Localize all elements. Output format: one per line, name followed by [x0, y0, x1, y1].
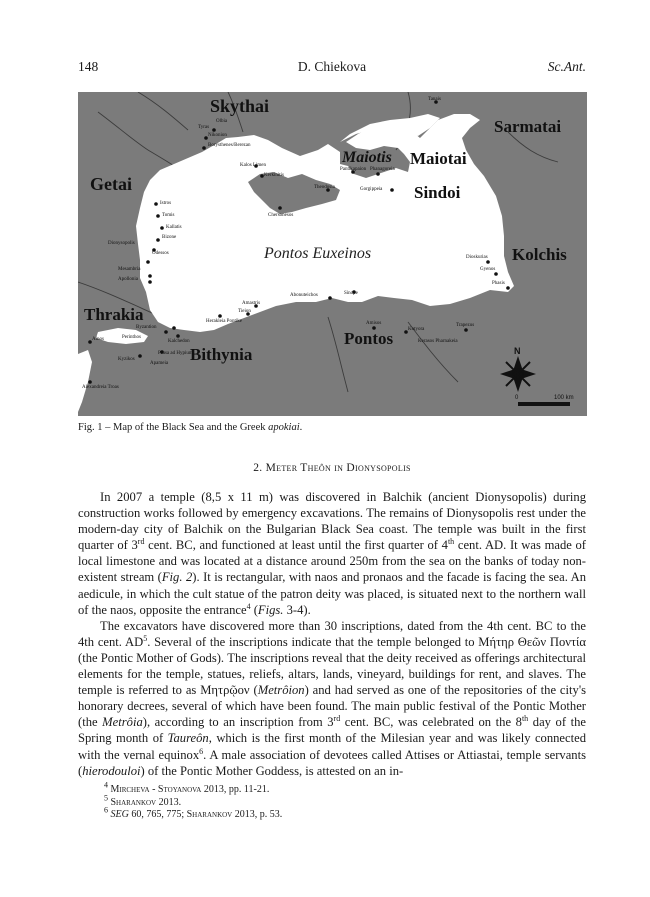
footnote-4: $^4$ Mircheva - Stoyanova 2013, pp. 11-21. — [104, 780, 270, 795]
label-istros: Istros — [160, 201, 172, 206]
label-abonuteichos: Abonuteichos — [290, 293, 318, 298]
label-bithynia: Bithynia — [190, 345, 253, 364]
caption-suffix: . — [299, 422, 303, 433]
paragraph: In 2007 a temple (8,5 x 11 m) was discovered in Balchik (ancient Dionysopolis) during construction works followed by emergency excavations. The remains of Dionysopolis rest under the modern-day city of Balchik on the Bulgarian Black Sea coast. The temple was built in the first quarter of 3rd cent. BC, and functioned at least until the first quarter of 4th cent. AD. It was made of local limestone and was located at a distance around 250m from the sea on the banks of today non-existent stream (Fig. 2). It is rectangular, with naos and pronaos and the facade is facing the sea. An aedicule, in which the cult statue of the patron deity was placed, is situated next to the northern wall of the naos, opposite the entrance$^4$ (Figs. 3-4). — [78, 490, 586, 617]
label-theodosia: Theodosia — [314, 185, 335, 190]
label-amastris: Amastris — [242, 301, 261, 306]
footnotes — [104, 780, 283, 822]
footnote-ref[interactable]: 5 — [143, 633, 148, 643]
label-tomis: Tomis — [162, 213, 175, 218]
label-maiotis: Maiotis — [342, 149, 392, 166]
label-phasis: Phasis — [492, 281, 505, 286]
label-maiotai: Maiotai — [410, 149, 467, 168]
scale-distance: 100 km — [554, 395, 574, 401]
footnote-ref[interactable]: 6 — [199, 746, 204, 756]
label-pantikapaion: Pantikapaion — [340, 167, 367, 172]
footnote-ref[interactable]: 4 — [246, 601, 251, 611]
label-phanagoreia: Phanagoreia — [370, 167, 395, 172]
label-alexandreia: Alexandreia Troas — [82, 385, 119, 390]
label-sinope: Sinope — [344, 291, 358, 296]
body-text — [78, 489, 586, 779]
page-number: 148 — [78, 59, 99, 74]
running-author: D. Chiekova — [297, 59, 367, 74]
label-apollonia: Apollonia — [118, 277, 138, 282]
label-thrakia: Thrakia — [84, 305, 144, 324]
running-journal: Sc.Ant. — [547, 59, 586, 74]
label-chersonesos: Chersonesos — [268, 213, 294, 218]
label-apameia: Apameia — [150, 361, 169, 366]
label-perinthos: Perinthos — [122, 335, 141, 340]
label-kolchis: Kolchis — [512, 245, 567, 264]
label-byzantion: Byzantion — [136, 325, 157, 330]
label-tieion: Tieion — [238, 309, 251, 314]
label-kallatis: Kallatis — [166, 225, 182, 230]
label-ainos: Ainos — [92, 337, 104, 342]
label-gorgippeia: Gorgippeia — [360, 187, 383, 192]
label-prusa: Prusa ad Hypium — [158, 351, 193, 356]
footnote-6: $^6$ SEG 60, 765, 775; Sharankov 2013, p. 53. — [104, 805, 283, 820]
label-kalchedon: Kalchedon — [168, 339, 190, 344]
label-gyenos: Gyenos — [480, 267, 496, 272]
label-odessos: Odessos — [152, 251, 169, 256]
label-tanais: Tanais — [428, 97, 441, 102]
figure-caption — [78, 422, 588, 433]
label-bizone: Bizone — [162, 235, 177, 240]
label-amisos: Amisos — [366, 321, 382, 326]
paragraph: The excavators have discovered more than 30 inscriptions, dated from the 4th cent. BC to the 4th cent. $AD^5$. Several of the inscriptions indicate that the temple belonged to Μήτηρ Θεῶν Ποντία (the Pontic Mother of Gods). The inscriptions reveal that the deity received as offerings architectural elements for the temple, statues, reliefs, altars, lands, vineyard, buildings for rent, and slaves. The temple is referred to as Μητρῷον (Metrôion) and had served as one of the repositories of the city's honorary decrees, several of which have been found. The main public festival of the Pontic Mother (the Metrôia), according to an inscription from 3rd cent. BC, was celebrated on the 8th day of the Spring month of Taureôn, which is the first month of the Milesian year and was likely connected with the vernal equinox$^6$. A male association of devotees called Attises or Attiastai, temple servants (hierodouloi) of the Pontic Mother Goddess, is attested on an in- — [78, 618, 586, 778]
label-kalos-limen: Kalos Limen — [240, 163, 266, 168]
label-sindoi: Sindoi — [414, 183, 461, 202]
caption-text: Fig. 1 – Map of the Black Sea and the Greek — [78, 422, 269, 433]
label-kyzikos: Kyzikos — [118, 357, 135, 362]
label-nikonion: Nikonion — [208, 133, 227, 138]
label-kotyora: Kotyora — [408, 327, 425, 332]
map-svg — [78, 92, 587, 416]
black-sea-map — [78, 92, 587, 416]
label-olbia: Olbia — [216, 119, 228, 124]
label-mesambria: Mesambria — [118, 267, 141, 272]
label-kerkinitis: Kerkinitis — [264, 173, 284, 178]
label-pontos-euxeinos: Pontos Euxeinos — [264, 245, 372, 262]
footnote-5: $^5$ Sharankov 2013. — [104, 793, 182, 808]
label-getai: Getai — [90, 174, 132, 194]
scale-zero: 0 — [515, 395, 519, 401]
label-dioskurias: Dioskurias — [466, 255, 488, 260]
compass-north-label: N — [514, 346, 521, 356]
running-header — [78, 59, 586, 77]
label-tyras: Tyras — [198, 125, 210, 130]
label-sarmatai: Sarmatai — [494, 117, 562, 136]
label-trapezus: Trapezus — [456, 323, 475, 328]
section-heading: 2. Meter Theôn in Dionysopolis — [253, 462, 411, 474]
label-borysthenes: Borysthenes/Berezan — [208, 143, 251, 148]
caption-italic: apokiai — [268, 422, 300, 433]
label-dionysopolis: Dionysopolis — [108, 241, 135, 246]
label-skythai: Skythai — [210, 96, 270, 116]
label-herakleia: Herakleia Pontike — [206, 319, 242, 324]
label-pontos: Pontos — [344, 329, 394, 348]
label-kerasos: Kerasos Pharnakeia — [418, 339, 458, 344]
